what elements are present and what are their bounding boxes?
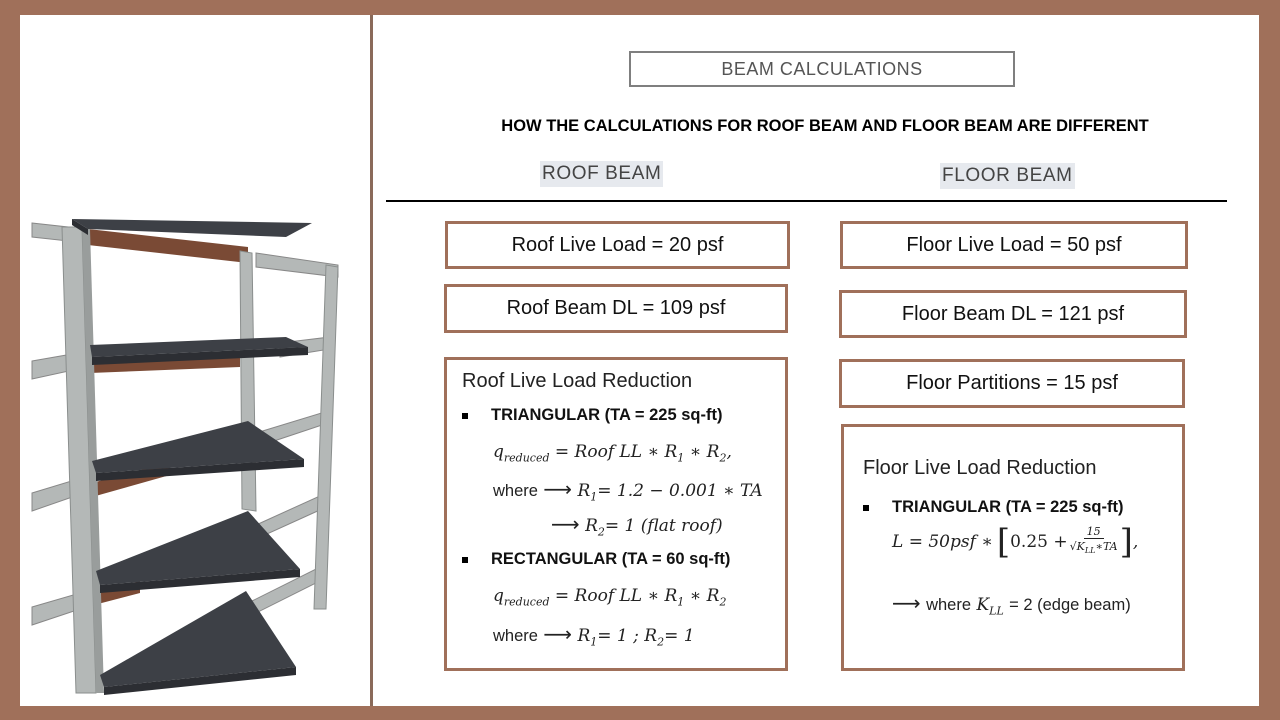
roof-q-equation: $q_{reduced}$ = Roof LL ∗ $R_1$ ∗ $R_2$, — [493, 442, 732, 465]
page-title: BEAM CALCULATIONS — [629, 51, 1015, 87]
floor-reduction-title: Floor Live Load Reduction — [863, 457, 1097, 479]
roof-reduction-title: Roof Live Load Reduction — [462, 370, 693, 392]
roof-live-load-box — [445, 221, 790, 269]
roof-live-load: Roof Live Load = 20 psf — [511, 233, 724, 256]
roof-rect-q-equation: $q_{reduced}$ = Roof LL ∗ $R_1$ ∗ $R_2$ — [493, 586, 727, 609]
roof-rectangular-item — [462, 550, 730, 569]
roof-rectangular-label: RECTANGULAR (TA = 60 sq-ft) — [491, 550, 731, 568]
roof-r2-equation: ⟶ $R_2= 1$ (flat roof) — [551, 512, 723, 539]
floor-dead-load: Floor Beam DL = 121 psf — [901, 302, 1125, 325]
roof-reduction-card — [444, 357, 788, 671]
column — [240, 251, 256, 511]
fraction: $\frac{15}{√K_{LL}∗TA}$ — [1069, 525, 1118, 556]
column — [314, 265, 338, 609]
roof-dead-load: Roof Beam DL = 109 psf — [506, 297, 726, 319]
floor-reduction-card — [841, 424, 1185, 671]
floor-dead-load-box — [839, 290, 1187, 338]
roof-beam-heading: ROOF BEAM — [540, 161, 663, 187]
roof-r1-equation: where ⟶ $R_1= 1.2 - 0.001$ ∗ TA — [493, 477, 763, 504]
slide — [20, 15, 1259, 706]
floor-triangular-item — [863, 498, 1123, 517]
roof-rect-r-equation: where ⟶ $R_1= 1$ ; $R_2= 1$ — [493, 622, 695, 649]
bullet-icon — [462, 557, 468, 563]
roof-triangular-item — [462, 406, 722, 425]
roof-dead-load-box — [444, 284, 788, 333]
floor-partitions: Floor Partitions = 15 psf — [906, 372, 1118, 394]
bullet-icon — [462, 413, 468, 419]
roof-triangular-label: TRIANGULAR (TA = 225 sq-ft) — [491, 406, 723, 424]
vertical-divider — [370, 15, 373, 706]
floor-live-load-box — [840, 221, 1188, 269]
floor-live-load: Floor Live Load = 50 psf — [906, 233, 1122, 256]
floor-triangular-label: TRIANGULAR (TA = 225 sq-ft) — [892, 498, 1124, 516]
floor-k-equation: ⟶ where $K_{LL} = 2$ (edge beam) — [892, 591, 1131, 618]
structure-illustration — [20, 15, 370, 706]
floor-beam-heading: FLOOR BEAM — [940, 163, 1075, 189]
floor-partitions-box — [839, 359, 1185, 408]
floor-l-equation: L = 50psf ∗ [ 0.25 + $\frac{15}{√K_{LL}∗TA}$ ] , — [892, 521, 1139, 562]
page-subtitle: HOW THE CALCULATIONS FOR ROOF BEAM AND FLOOR BEAM ARE DIFFERENT — [501, 117, 1149, 135]
bullet-icon — [863, 505, 869, 511]
horizontal-rule — [386, 200, 1227, 202]
